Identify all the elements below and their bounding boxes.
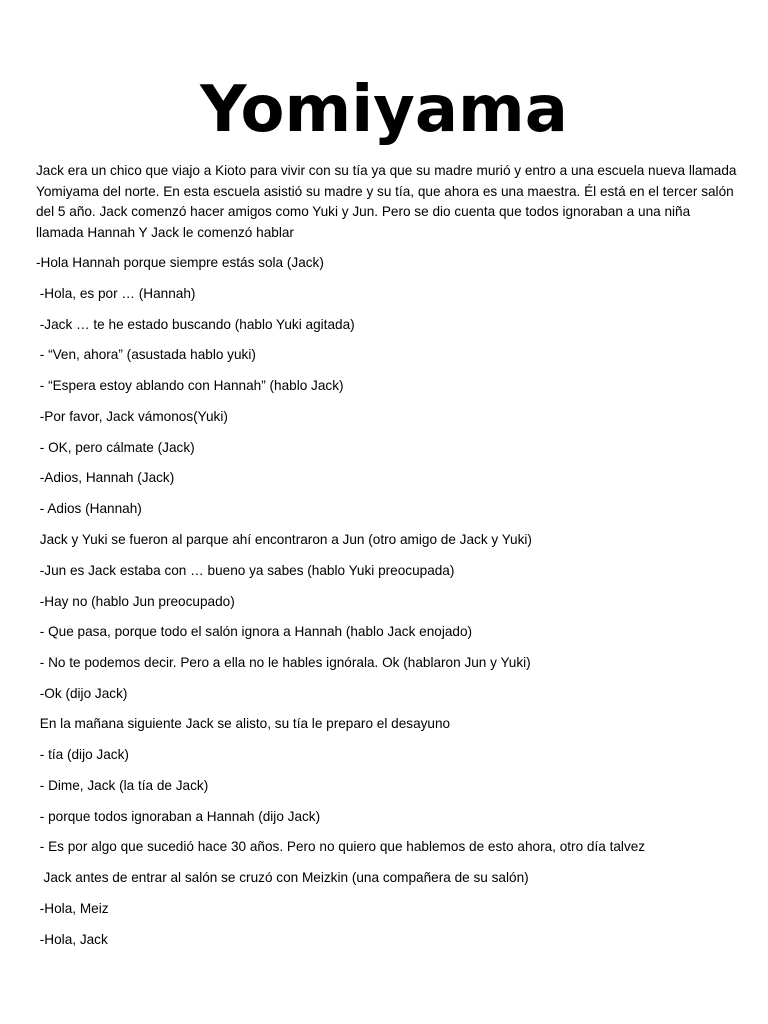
dialogue-line: -Hola, Meiz bbox=[36, 901, 109, 916]
dialogue-line: - No te podemos decir. Pero a ella no le hables ignórala. Ok (hablaron Jun y Yuki) bbox=[36, 655, 531, 670]
dialogue-line: - Dime, Jack (la tía de Jack) bbox=[36, 778, 209, 793]
dialogue-line: -Jun es Jack estaba con … bueno ya sabes (hablo Yuki preocupada) bbox=[36, 563, 455, 578]
dialogue-line: -Hola, Jack bbox=[36, 932, 108, 947]
dialogue-line: -Hay no (hablo Jun preocupado) bbox=[36, 594, 235, 609]
narration-line: Jack antes de entrar al salón se cruzó con Meizkin (una compañera de su salón) bbox=[36, 870, 529, 885]
dialogue-line: - “Ven, ahora” (asustada hablo yuki) bbox=[36, 347, 256, 362]
intro-paragraph: Jack era un chico que viajo a Kioto para vivir con su tía ya que su madre murió y entro a una escuela nueva llamada Yomiyama del norte. En esta escuela asistió su madre y su tía, que ahora es una maestra. Él está en el tercer salón del 5 año. Jack comenzó hacer amigos como Yuki y Jun. Pero se dio cuenta que todos ignoraban a una niña llamada Hannah Y Jack le comenzó hablar bbox=[36, 163, 737, 240]
dialogue-line: -Hola, es por … (Hannah) bbox=[36, 286, 196, 301]
dialogue-line: -Hola Hannah porque siempre estás sola (Jack) bbox=[36, 255, 324, 270]
dialogue-line: -Jack … te he estado buscando (hablo Yuki agitada) bbox=[36, 317, 355, 332]
dialogue-line: - OK, pero cálmate (Jack) bbox=[36, 440, 195, 455]
dialogue-line: -Por favor, Jack vámonos(Yuki) bbox=[36, 409, 228, 424]
dialogue-line: - Adios (Hannah) bbox=[36, 501, 142, 516]
dialogue-line: -Adios, Hannah (Jack) bbox=[36, 470, 175, 485]
document-title: Yomiyama bbox=[200, 73, 568, 147]
dialogue-line: - tía (dijo Jack) bbox=[36, 747, 129, 762]
dialogue-line: - Que pasa, porque todo el salón ignora a Hannah (hablo Jack enojado) bbox=[36, 624, 473, 639]
narration-line: Jack y Yuki se fueron al parque ahí encontraron a Jun (otro amigo de Jack y Yuki) bbox=[36, 532, 532, 547]
dialogue-line: -Ok (dijo Jack) bbox=[36, 686, 128, 701]
dialogue-line: - porque todos ignoraban a Hannah (dijo Jack) bbox=[36, 809, 321, 824]
dialogue-line: - Es por algo que sucedió hace 30 años. Pero no quiero que hablemos de esto ahora, otro día talvez bbox=[36, 839, 646, 854]
dialogue-line: - “Espera estoy ablando con Hannah” (hablo Jack) bbox=[36, 378, 344, 393]
narration-line: En la mañana siguiente Jack se alisto, su tía le preparo el desayuno bbox=[36, 716, 451, 731]
